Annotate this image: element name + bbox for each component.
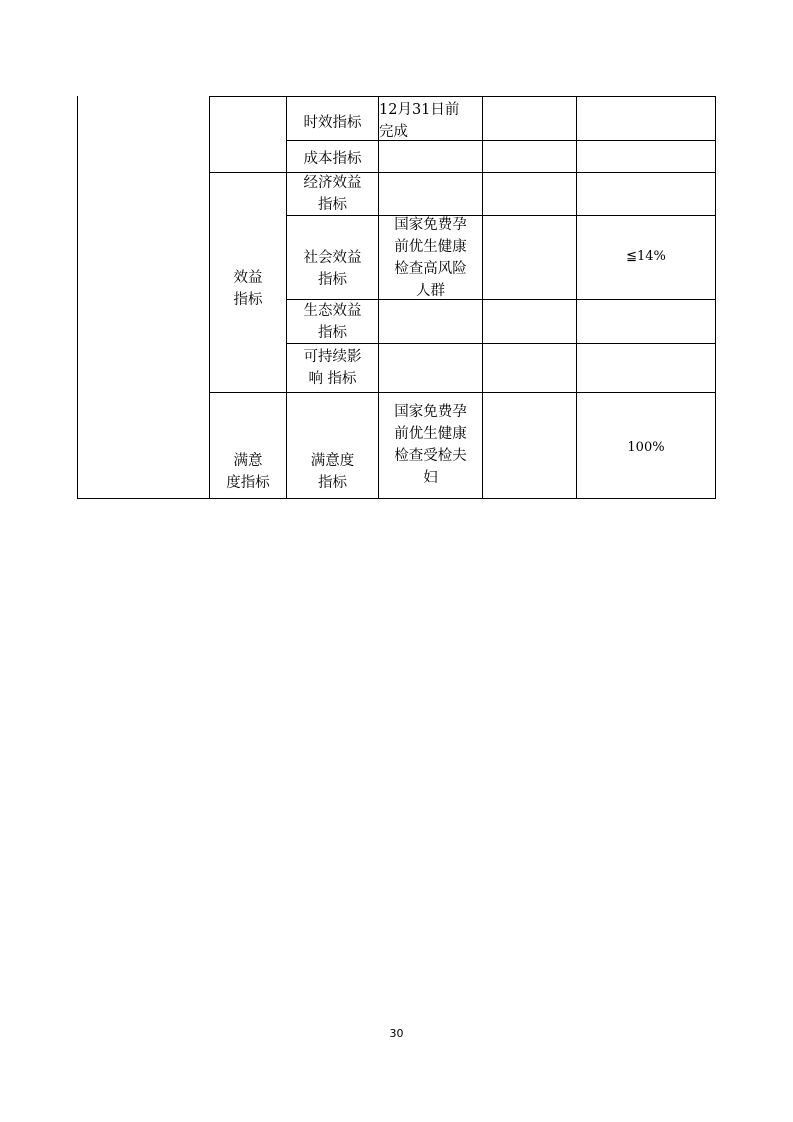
secondary-indicator-satisfaction (210, 393, 286, 498)
cell-text: 妇 (423, 470, 438, 486)
cell-text: 完成 (379, 124, 408, 140)
indicator-value-timeliness (379, 97, 482, 140)
cell-text: 12月31日前 (379, 102, 460, 118)
tertiary-indicator-sustainable (287, 344, 378, 392)
table-border (482, 96, 483, 499)
cell-text: 成本指标 (303, 151, 362, 167)
page-number: 30 (389, 1027, 404, 1040)
tertiary-indicator-economic (287, 173, 378, 215)
cell-text: 100% (627, 440, 665, 455)
secondary-indicator-benefit (210, 173, 286, 392)
cell-text: 指标 (233, 291, 263, 308)
target-value-social (577, 216, 715, 299)
cell-text: 满意 (233, 453, 263, 469)
cell-text: 社会效益 (303, 249, 362, 266)
cell-text: 国家免费孕 (394, 404, 467, 420)
cell-text: 可持续影 (303, 349, 362, 365)
tertiary-indicator-ecological (287, 300, 378, 343)
tertiary-indicator-satisfaction (287, 393, 378, 498)
cell-text: 时效指标 (303, 115, 362, 131)
cell-text: 国家免费孕 (394, 216, 467, 233)
cell-text: 检查受检夫 (394, 448, 467, 464)
cell-text: 人群 (416, 282, 445, 299)
target-value-satisfaction (577, 393, 715, 498)
cell-text: 满意度 (310, 453, 355, 469)
cell-text: 生态效益 (303, 302, 362, 319)
table-border (715, 96, 716, 499)
cell-text: 经济效益 (303, 175, 362, 191)
indicator-value-social (379, 216, 482, 299)
cell-text: 前优生健康 (394, 238, 467, 255)
cell-text: 响 指标 (308, 371, 357, 387)
indicator-value-satisfaction (379, 393, 482, 498)
cell-text: 指标 (318, 197, 347, 213)
tertiary-indicator-cost (287, 141, 378, 172)
tertiary-indicator-timeliness (287, 97, 378, 140)
cell-text: 度指标 (226, 475, 270, 491)
cell-text: ≦14% (626, 248, 666, 264)
tertiary-indicator-social (287, 216, 378, 299)
table-border (77, 498, 716, 499)
table-border (77, 96, 78, 499)
cell-text: 指标 (318, 324, 347, 341)
cell-text: 前优生健康 (394, 426, 467, 442)
cell-text: 指标 (318, 271, 347, 288)
cell-text: 效益 (233, 269, 263, 286)
cell-text: 检查高风险 (394, 260, 467, 277)
cell-text: 指标 (318, 475, 347, 491)
